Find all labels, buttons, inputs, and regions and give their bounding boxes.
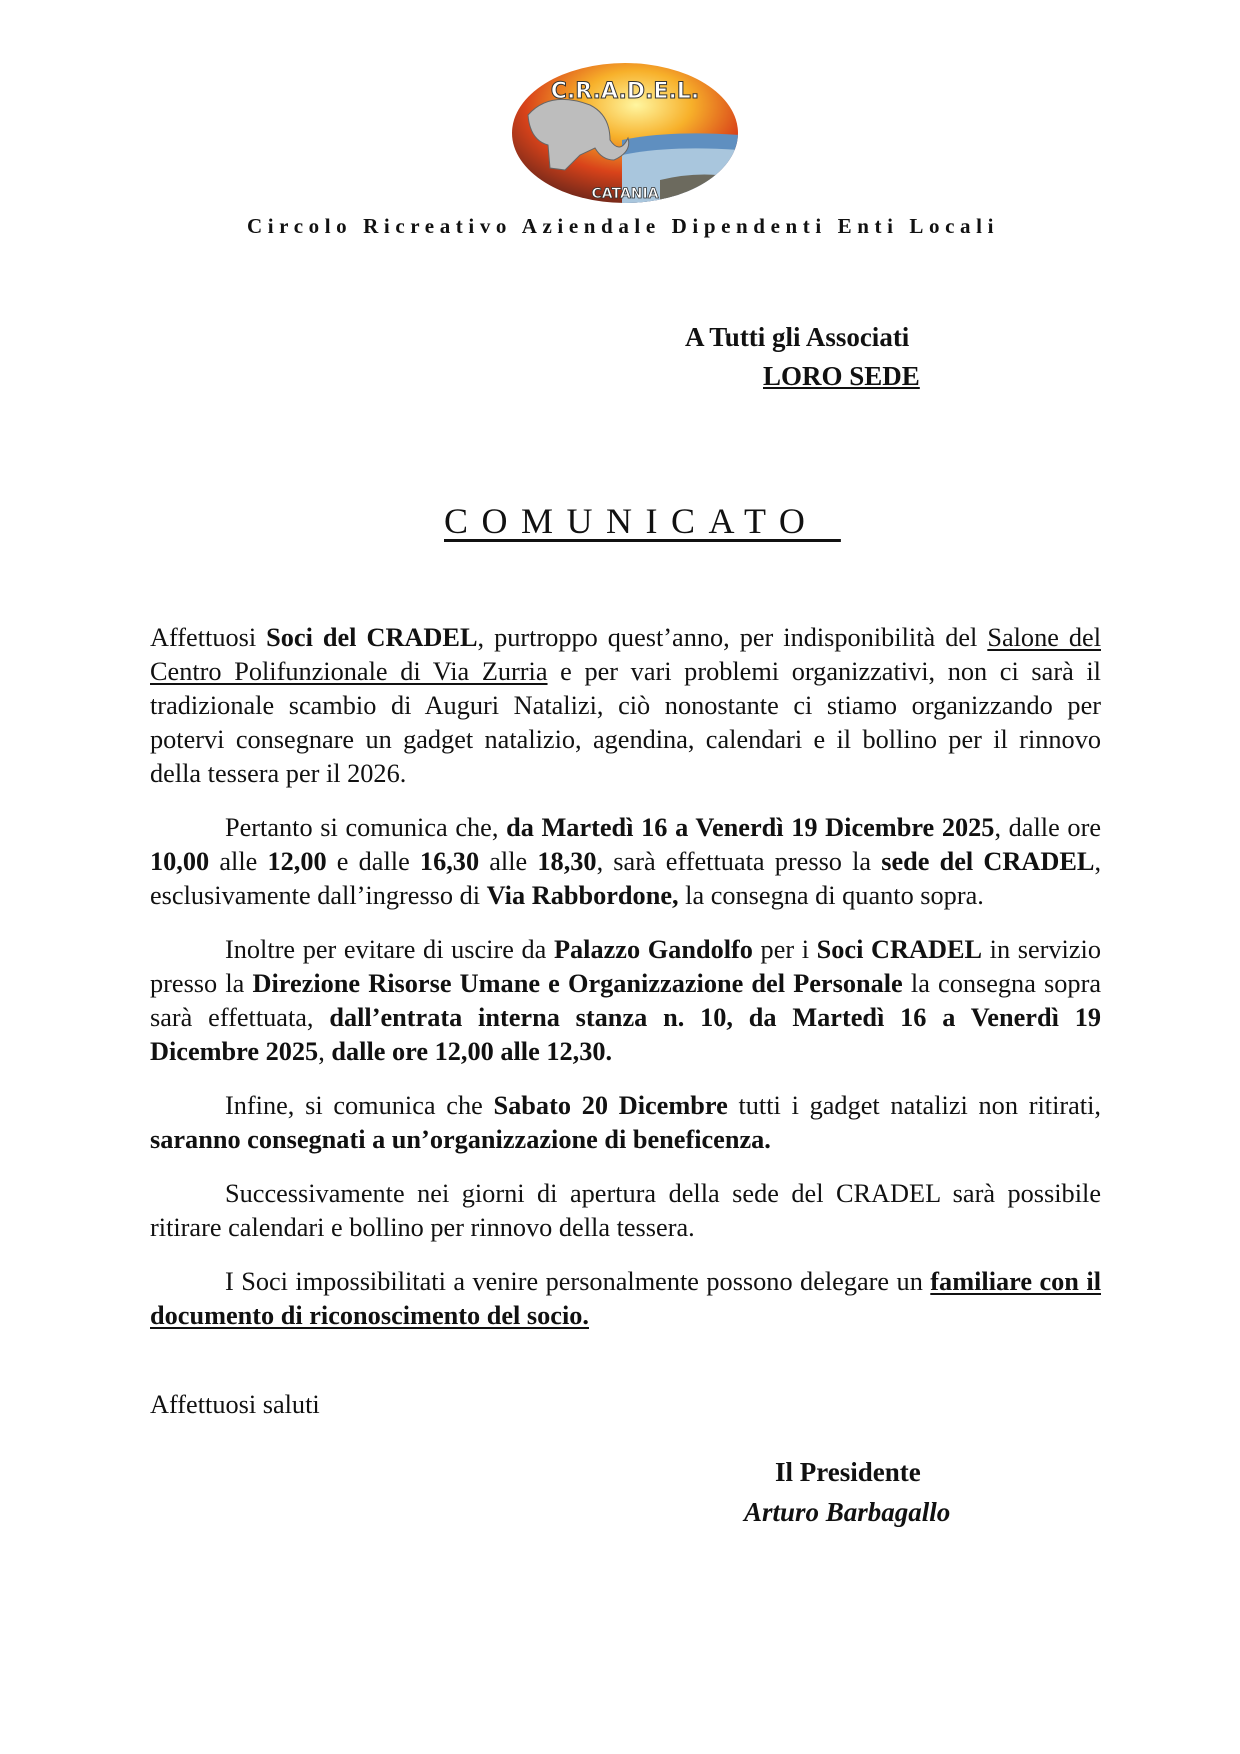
text-segment: I Soci impossibilitati a venire personalmente possono delegare un — [225, 1267, 931, 1296]
text-segment: la consegna di quanto sopra. — [678, 881, 984, 910]
text-segment: , — [318, 1037, 332, 1066]
paragraph — [150, 1265, 1101, 1333]
text-segment: saranno consegnati a un’organizzazione di beneficenza. — [150, 1125, 771, 1154]
logo-bottom-text: CATANIA — [591, 186, 659, 202]
text-segment: Palazzo Gandolfo — [553, 935, 753, 964]
cradel-logo — [510, 60, 740, 206]
text-segment: e per vari problemi organizzativi, non ci sarà il tradizionale scambio di Auguri Natalizi, ciò nonostante ci stiamo organizzando per potervi consegnare un gadget natalizio, agendina, calendari e il bollino per il rinnovo della tessera per il 2026. — [150, 657, 1101, 788]
text-segment: , purtroppo quest’anno, per indisponibilità del — [477, 623, 988, 652]
text-segment: Inoltre per evitare di uscire da — [225, 935, 554, 964]
paragraph — [150, 1089, 1101, 1157]
signature-name: Arturo Barbagallo — [744, 1497, 951, 1527]
text-segment: tutti i gadget natalizi non ritirati, — [727, 1091, 1101, 1120]
text-segment: , sarà effettuata presso la — [596, 847, 882, 876]
text-segment: Pertanto si comunica che, — [225, 813, 507, 842]
paragraph — [150, 811, 1101, 913]
text-segment: Direzione Risorse Umane e Organizzazione del Personale — [252, 969, 903, 998]
text-segment: familiare con il documento di riconoscimento del socio. — [150, 1267, 1101, 1330]
text-segment: in servizio presso la — [150, 935, 1101, 998]
text-segment: 12,00 — [267, 847, 327, 876]
text-segment: Sabato 20 Dicembre — [493, 1091, 728, 1120]
closing-salutation: Affettuosi saluti — [150, 1390, 320, 1419]
document-title: COMUNICATO — [444, 501, 841, 541]
text-segment: , esclusivamente dall’ingresso di — [150, 847, 1102, 910]
text-segment: Salone del Centro Polifunzionale di Via Zurria — [150, 623, 1101, 686]
text-segment: 10,00 — [150, 847, 210, 876]
text-segment: Affettuosi — [150, 623, 267, 652]
text-segment: sede del CRADEL — [881, 847, 1095, 876]
organization-tagline: Circolo Ricreativo Aziendale Dipendenti Enti Locali — [246, 214, 1000, 238]
text-segment: , dalle ore — [994, 813, 1101, 842]
text-segment: 18,30 — [537, 847, 597, 876]
text-segment: la consegna sopra sarà effettuata, — [150, 969, 1101, 1032]
text-segment: alle — [209, 847, 268, 876]
recipient-location: LORO SEDE — [763, 361, 920, 391]
text-segment: e dalle — [326, 847, 420, 876]
text-segment: 16,30 — [419, 847, 480, 876]
text-segment: Via Rabbordone, — [486, 881, 679, 910]
text-segment: Soci del CRADEL — [266, 623, 478, 652]
text-segment: da Martedì 16 a Venerdì 19 Dicembre 2025 — [506, 813, 995, 842]
signature-role: Il Presidente — [775, 1457, 921, 1487]
text-segment: Infine, si comunica che — [225, 1091, 494, 1120]
text-segment: dalle ore 12,00 alle 12,30. — [331, 1037, 613, 1066]
text-segment: dall’entrata interna stanza n. 10, da Martedì 16 a Venerdì 19 Dicembre 2025 — [150, 1003, 1101, 1066]
paragraph — [150, 1177, 1101, 1245]
paragraph — [150, 621, 1101, 791]
recipient-line: A Tutti gli Associati — [685, 322, 910, 352]
text-segment: Successivamente nei giorni di apertura della sede del CRADEL sarà possibile ritirare calendari e bollino per rinnovo della tessera. — [150, 1179, 1101, 1242]
text-segment: per i — [752, 935, 817, 964]
paragraph — [150, 933, 1101, 1069]
letter-body — [150, 621, 1101, 1353]
text-segment: alle — [479, 847, 538, 876]
logo-top-text: C.R.A.D.E.L. — [550, 79, 700, 104]
text-segment: Soci CRADEL — [816, 935, 983, 964]
